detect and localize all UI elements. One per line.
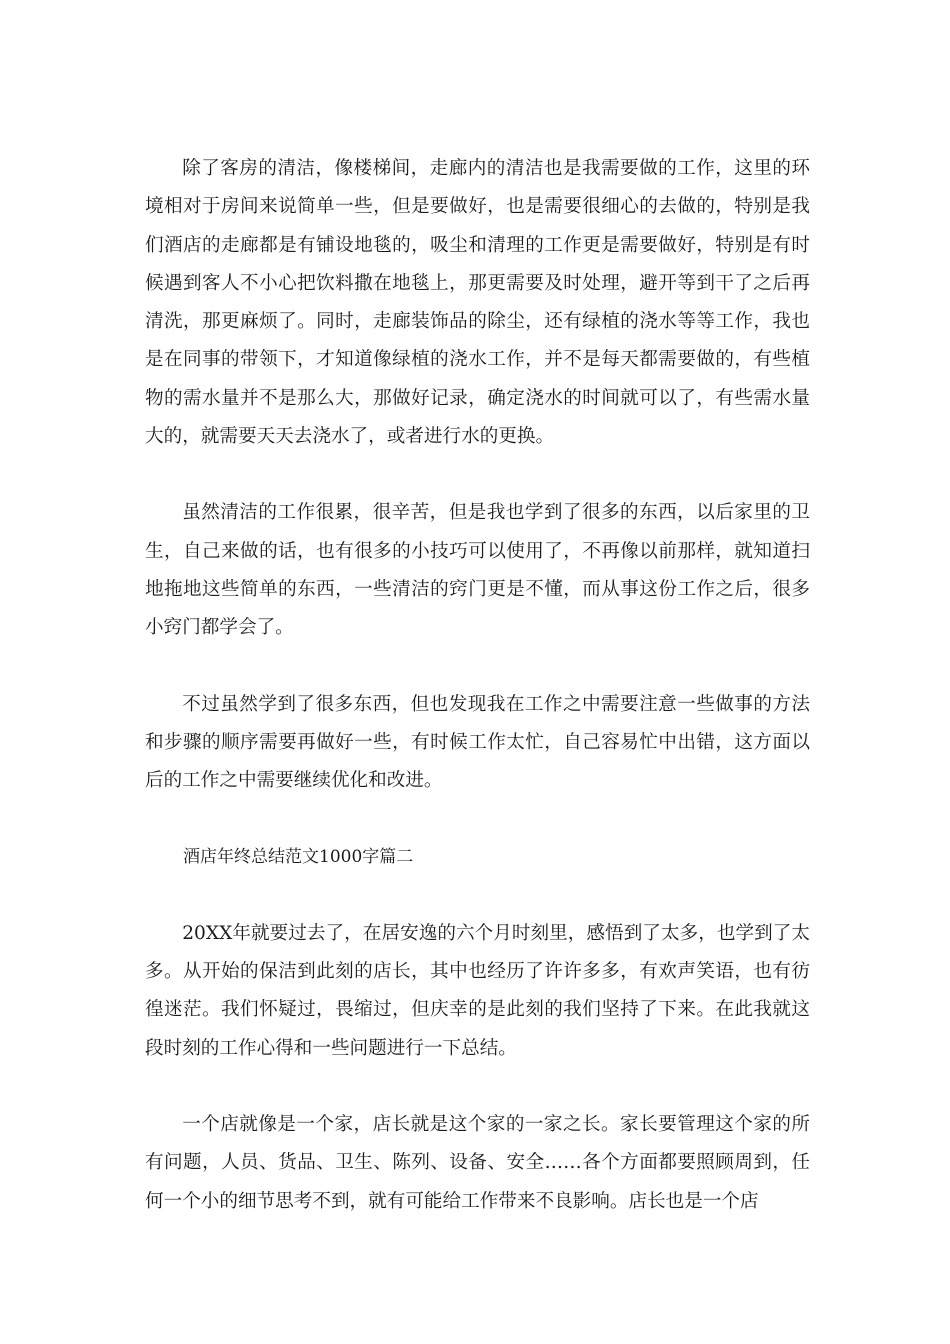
paragraph-gap [145,648,810,686]
paragraph-gap [145,800,810,838]
paragraph-store-family: 一个店就像是一个家，店长就是这个家的一家之长。家长要管理这个家的所有问题，人员、货品、卫生、陈列、设备、安全……各个方面都要照顾周到，任何一个小的细节思考不到，就有可能给工作带来不良影响。店长也是一个店 [145,1113,810,1212]
paragraph-learned-skills: 虽然清洁的工作很累，很辛苦，但是我也学到了很多的东西，以后家里的卫生，自己来做的话，也有很多的小技巧可以使用了，不再像以前那样，就知道扫地拖地这些简单的东西，一些清洁的窍门更是不懂，而从事这份工作之后，很多小窍门都学会了。 [145,502,810,639]
paragraph-gap [145,456,810,494]
paragraph-year-summary: 20XX年就要过去了，在居安逸的六个月时刻里，感悟到了太多，也学到了太多。从开始的保洁到此刻的店长，其中也经历了许许多多，有欢声笑语，也有彷徨迷茫。我们怀疑过，畏缩过，但庆幸的是此刻的我们坚持了下来。在此我就这段时刻的工作心得和一些问题进行一下总结。 [145,922,810,1059]
paragraph-gap [145,877,810,915]
section-heading: 酒店年终总结范文1000字篇二 [183,847,414,868]
paragraph-improvement: 不过虽然学到了很多东西，但也发现我在工作之中需要注意一些做事的方法和步骤的顺序需要再做好一些，有时候工作太忙，自己容易忙中出错，这方面以后的工作之中需要继续优化和改进。 [145,693,810,792]
paragraph-cleaning-corridor: 除了客房的清洁，像楼梯间，走廊内的清洁也是我需要做的工作，这里的环境相对于房间来说简单一些，但是要做好，也是需要很细心的去做的，特别是我们酒店的走廊都是有铺设地毯的，吸尘和清理的工作更是需要做好，特别是有时候遇到客人不小心把饮料撒在地毯上，那更需要及时处理，避开等到干了之后再清洗，那更麻烦了。同时，走廊装饰品的除尘，还有绿植的浇水等等工作，我也是在同事的带领下，才知道像绿植的浇水工作，并不是每天都需要做的，有些植物的需水量并不是那么大，那做好记录，确定浇水的时间就可以了，有些需水量大的，就需要天天去浇水了，或者进行水的更换。 [145,158,810,448]
document-body [145,150,810,1221]
paragraph-gap [145,1068,810,1106]
